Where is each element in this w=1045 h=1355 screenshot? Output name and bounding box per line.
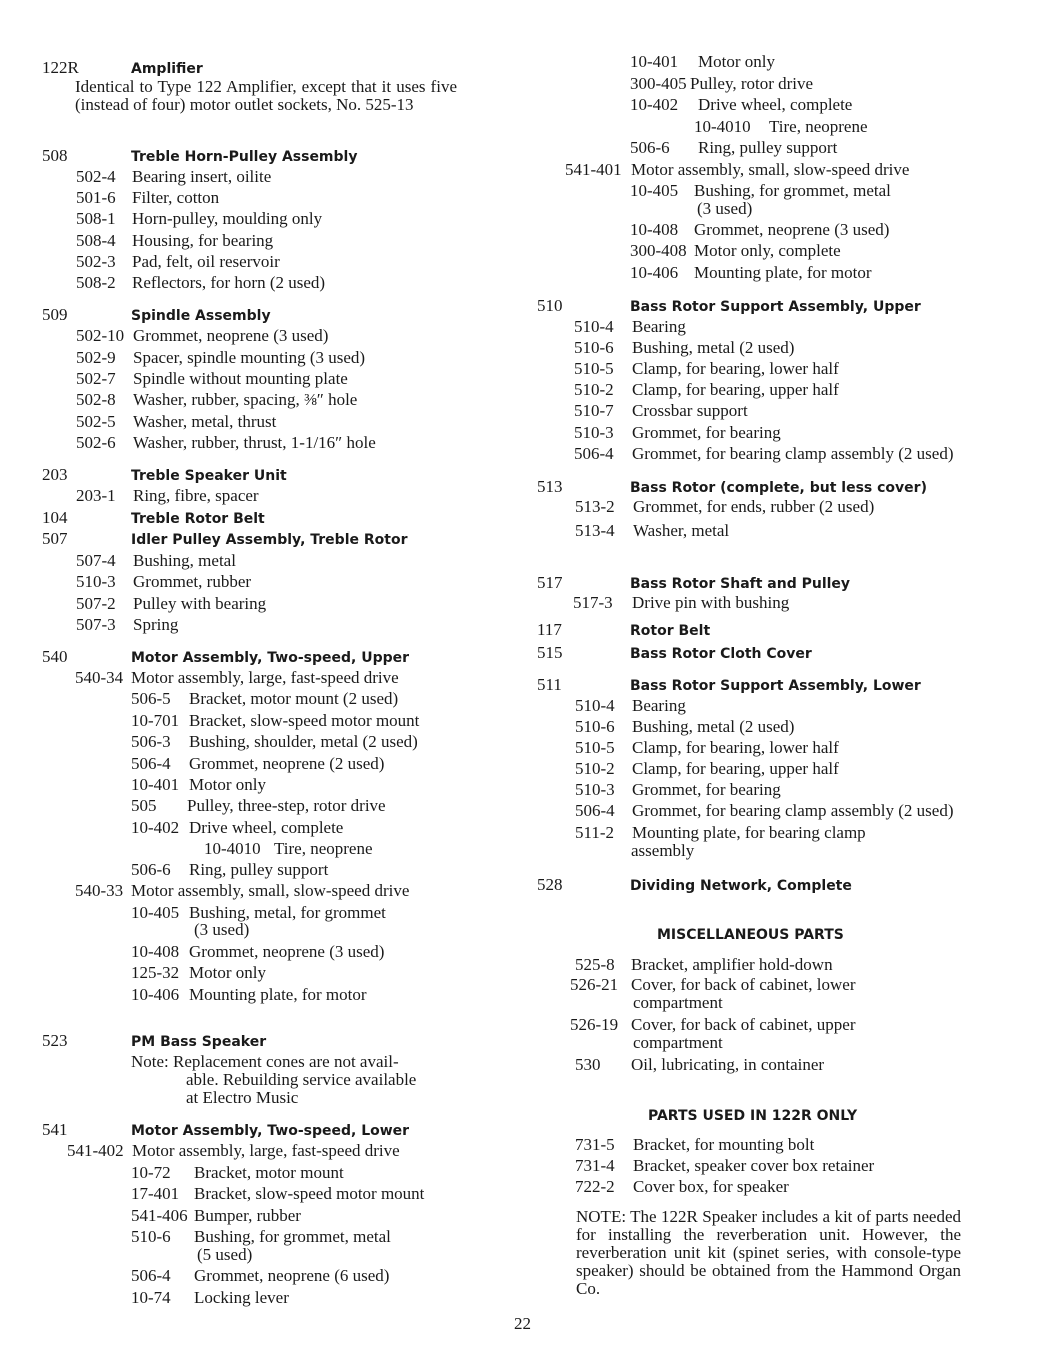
part-description: (3 used) — [697, 199, 753, 218]
part-number: 10-72 — [131, 1163, 171, 1182]
assembly-title: Motor Assembly, Two-speed, Upper — [131, 650, 410, 666]
part-number: 510-6 — [574, 338, 614, 357]
part-number: 510-3 — [76, 572, 116, 591]
part-description: Motor only — [698, 52, 775, 71]
part-number: 541-402 — [67, 1141, 124, 1160]
part-number: 300-405 — [630, 74, 687, 93]
part-number: 508 — [42, 146, 68, 165]
part-description: Drive wheel, complete — [189, 818, 344, 837]
assembly-title: Bass Rotor Cloth Cover — [630, 646, 812, 662]
part-number: 526-21 — [570, 975, 619, 994]
part-number: 510-3 — [574, 423, 614, 442]
part-number: 510-5 — [575, 738, 615, 757]
part-description: Bracket, motor mount (2 used) — [189, 689, 399, 708]
part-description: Bracket, speaker cover box retainer — [633, 1156, 875, 1175]
section-heading-parts-used-in-122r-only: PARTS USED IN 122R ONLY — [648, 1108, 858, 1124]
assembly-title: Rotor Belt — [630, 623, 711, 639]
part-description: Mounting plate, for motor — [189, 985, 367, 1004]
assembly-title: Motor Assembly, Two-speed, Lower — [131, 1123, 410, 1139]
part-description: Bracket, slow-speed motor mount — [189, 711, 420, 730]
part-description: Pulley with bearing — [133, 594, 267, 613]
assembly-title: Dividing Network, Complete — [630, 878, 852, 894]
part-description: Cover box, for speaker — [633, 1177, 789, 1196]
part-number: 540-34 — [75, 668, 124, 687]
part-number: 502-3 — [76, 252, 116, 271]
part-description: Bushing, for grommet, metal — [194, 1227, 391, 1246]
part-number: 10-4010 — [694, 117, 751, 136]
part-description: (3 used) — [194, 920, 250, 939]
part-number: 502-8 — [76, 390, 116, 409]
part-number: 10-402 — [131, 818, 180, 837]
part-number: 125-32 — [131, 963, 180, 982]
part-number: 10-405 — [630, 181, 679, 200]
part-number: 509 — [42, 305, 68, 324]
part-description: Grommet, for bearing — [632, 423, 781, 442]
part-number: 541 — [42, 1120, 68, 1139]
part-number: 506-4 — [131, 754, 171, 773]
part-number: 10-405 — [131, 903, 180, 922]
assembly-title: Bass Rotor Support Assembly, Lower — [630, 678, 921, 694]
part-description: Ring, pulley support — [189, 860, 329, 879]
part-description: compartment — [633, 993, 723, 1012]
part-description: Clamp, for bearing, lower half — [632, 738, 839, 757]
part-number: 510 — [537, 296, 563, 315]
part-description: Drive wheel, complete — [698, 95, 853, 114]
part-description: (5 used) — [197, 1245, 253, 1264]
assembly-title: Bass Rotor Shaft and Pulley — [630, 576, 851, 592]
part-number: 10-74 — [131, 1288, 171, 1307]
part-description: compartment — [633, 1033, 723, 1052]
part-description: Cover, for back of cabinet, upper — [631, 1015, 856, 1034]
part-number: 117 — [537, 620, 562, 639]
part-number: 510-4 — [575, 696, 615, 715]
part-description: Bracket, slow-speed motor mount — [194, 1184, 425, 1203]
part-description: Drive pin with bushing — [632, 593, 790, 612]
part-description: Oil, lubricating, in container — [631, 1055, 825, 1074]
part-description: Bushing, metal (2 used) — [632, 717, 795, 736]
part-number: 722-2 — [575, 1177, 615, 1196]
part-description: Grommet, for bearing clamp assembly (2 used) — [632, 444, 954, 463]
part-number: 505 — [131, 796, 157, 815]
part-description: Bearing insert, oilite — [132, 167, 272, 186]
part-description: Grommet, for bearing — [632, 780, 781, 799]
part-number: 513-2 — [575, 497, 615, 516]
part-number: 541-401 — [565, 160, 622, 179]
part-description: Grommet, for bearing clamp assembly (2 used) — [632, 801, 954, 820]
part-number: 510-4 — [574, 317, 614, 336]
part-description: Filter, cotton — [132, 188, 220, 207]
part-number: 517 — [537, 573, 563, 592]
part-number: 511 — [537, 675, 562, 694]
part-description: Bracket, motor mount — [194, 1163, 344, 1182]
part-description: at Electro Music — [186, 1088, 299, 1107]
part-number: 10-401 — [630, 52, 679, 71]
part-description: Washer, metal, thrust — [133, 412, 277, 431]
part-number: 506-3 — [131, 732, 171, 751]
part-number: 528 — [537, 875, 563, 894]
part-number: 10-406 — [630, 263, 679, 282]
part-number: 300-408 — [630, 241, 687, 260]
assembly-title: Treble Speaker Unit — [131, 468, 287, 484]
part-number: 510-6 — [131, 1227, 171, 1246]
part-number: 511-2 — [575, 823, 615, 842]
part-description: Mounting plate, for motor — [694, 263, 872, 282]
part-number: 506-4 — [131, 1266, 171, 1285]
assembly-title: Amplifier — [131, 61, 203, 77]
part-description: Motor assembly, large, fast-speed drive — [131, 668, 399, 687]
part-description: Bushing, shoulder, metal (2 used) — [189, 732, 418, 751]
part-number: 513-4 — [575, 521, 615, 540]
part-description: Bushing, metal (2 used) — [632, 338, 795, 357]
part-number: 10-408 — [131, 942, 180, 961]
part-number: 526-19 — [570, 1015, 619, 1034]
part-description: Washer, rubber, thrust, 1-1/16″ hole — [133, 433, 376, 452]
part-description: Bushing, for grommet, metal — [694, 181, 891, 200]
part-number: 530 — [575, 1055, 601, 1074]
part-number: 17-401 — [131, 1184, 180, 1203]
part-description: Clamp, for bearing, lower half — [632, 359, 839, 378]
part-number: 10-408 — [630, 220, 679, 239]
part-number: 508-1 — [76, 209, 116, 228]
part-number: 502-6 — [76, 433, 116, 452]
part-number: 507-4 — [76, 551, 116, 570]
part-description: Motor only — [189, 775, 266, 794]
part-description: Grommet, rubber — [133, 572, 252, 591]
part-description: Bushing, metal, for grommet — [189, 903, 386, 922]
part-description: Bracket, for mounting bolt — [633, 1135, 815, 1154]
assembly-title: PM Bass Speaker — [131, 1034, 267, 1050]
part-number: 507-3 — [76, 615, 116, 634]
part-number: 502-4 — [76, 167, 116, 186]
part-number: 506-6 — [131, 860, 171, 879]
assembly-title: Spindle Assembly — [131, 308, 271, 324]
part-number: 513 — [537, 477, 563, 496]
assembly-title: Idler Pulley Assembly, Treble Rotor — [131, 532, 408, 548]
part-description: Grommet, for ends, rubber (2 used) — [633, 497, 875, 516]
part-description: Spindle without mounting plate — [133, 369, 348, 388]
part-number: 203 — [42, 465, 68, 484]
part-description: Bushing, metal — [133, 551, 236, 570]
part-description: Ring, pulley support — [698, 138, 838, 157]
part-description: Pulley, three-step, rotor drive — [187, 796, 386, 815]
part-description: Bearing — [632, 696, 686, 715]
part-description: Spring — [133, 615, 179, 634]
part-description: Pulley, rotor drive — [690, 74, 814, 93]
part-number: 510-7 — [574, 401, 614, 420]
assembly-title: Treble Rotor Belt — [131, 511, 265, 527]
part-number: 540 — [42, 647, 68, 666]
part-number: 525-8 — [575, 955, 615, 974]
part-number: 10-402 — [630, 95, 679, 114]
part-description: Washer, metal — [633, 521, 730, 540]
part-description: assembly — [631, 841, 695, 860]
section-heading-miscellaneous-parts: MISCELLANEOUS PARTS — [657, 927, 844, 943]
part-description: Bearing — [632, 317, 686, 336]
part-description: Motor assembly, large, fast-speed drive — [132, 1141, 400, 1160]
part-description: Horn-pulley, moulding only — [132, 209, 323, 228]
part-description: Motor only — [189, 963, 266, 982]
part-description: Cover, for back of cabinet, lower — [631, 975, 856, 994]
part-number: 122R — [42, 58, 79, 77]
part-description: Pad, felt, oil reservoir — [132, 252, 280, 271]
part-description: Grommet, neoprene (3 used) — [133, 326, 329, 345]
part-description: Note: Replacement cones are not avail- — [131, 1052, 399, 1071]
part-number: 510-2 — [574, 380, 614, 399]
part-number: 508-2 — [76, 273, 116, 292]
part-number: 508-4 — [76, 231, 116, 250]
part-description: Motor assembly, small, slow-speed drive — [631, 160, 910, 179]
part-number: 10-4010 — [204, 839, 261, 858]
part-number: 510-3 — [575, 780, 615, 799]
part-number: 502-7 — [76, 369, 116, 388]
part-description: Tire, neoprene — [274, 839, 373, 858]
part-number: 104 — [42, 508, 68, 527]
note-paragraph: Identical to Type 122 Amplifier, except that it uses five (instead of four) motor outlet sockets, No. 525-13 — [75, 77, 457, 114]
part-number: 507-2 — [76, 594, 116, 613]
assembly-title: Bass Rotor Support Assembly, Upper — [630, 299, 921, 315]
part-description: Grommet, neoprene (6 used) — [194, 1266, 390, 1285]
part-description: Grommet, neoprene (2 used) — [189, 754, 385, 773]
part-number: 523 — [42, 1031, 68, 1050]
part-number: 540-33 — [75, 881, 124, 900]
part-number: 10-401 — [131, 775, 180, 794]
part-number: 10-701 — [131, 711, 180, 730]
part-number: 515 — [537, 643, 563, 662]
part-description: Tire, neoprene — [769, 117, 868, 136]
part-number: 731-4 — [575, 1156, 615, 1175]
part-description: Washer, rubber, spacing, ⅜″ hole — [133, 390, 358, 409]
part-number: 502-5 — [76, 412, 116, 431]
part-number: 203-1 — [76, 486, 116, 505]
part-description: Housing, for bearing — [132, 231, 274, 250]
part-description: Motor assembly, small, slow-speed drive — [131, 881, 410, 900]
part-description: Clamp, for bearing, upper half — [632, 759, 839, 778]
part-description: Reflectors, for horn (2 used) — [132, 273, 326, 292]
part-description: Clamp, for bearing, upper half — [632, 380, 839, 399]
part-description: Bracket, amplifier hold-down — [631, 955, 833, 974]
part-number: 506-5 — [131, 689, 171, 708]
part-number: 506-6 — [630, 138, 670, 157]
part-number: 510-5 — [574, 359, 614, 378]
part-number: 501-6 — [76, 188, 116, 207]
part-number: 510-6 — [575, 717, 615, 736]
part-description: Crossbar support — [632, 401, 748, 420]
part-description: Grommet, neoprene (3 used) — [694, 220, 890, 239]
part-description: Grommet, neoprene (3 used) — [189, 942, 385, 961]
assembly-title: Bass Rotor (complete, but less cover) — [630, 480, 927, 496]
part-description: able. Rebuilding service available — [186, 1070, 417, 1089]
part-number: 510-2 — [575, 759, 615, 778]
part-number: 731-5 — [575, 1135, 615, 1154]
part-description: Ring, fibre, spacer — [133, 486, 259, 505]
part-description: Spacer, spindle mounting (3 used) — [133, 348, 366, 367]
part-description: Mounting plate, for bearing clamp — [632, 823, 866, 842]
part-number: 517-3 — [573, 593, 613, 612]
part-number: 10-406 — [131, 985, 180, 1004]
note-paragraph: NOTE: The 122R Speaker includes a kit of parts needed for installing the reverberation unit. However, the reverberation unit kit (spinet series, with console-type speaker) should be obtained from the Hammond Organ Co. — [576, 1207, 961, 1298]
part-number: 541-406 — [131, 1206, 188, 1225]
part-description: Motor only, complete — [694, 241, 841, 260]
part-number: 506-4 — [574, 444, 614, 463]
part-number: 502-10 — [76, 326, 125, 345]
page-number: 22 — [514, 1314, 531, 1333]
assembly-title: Treble Horn-Pulley Assembly — [131, 149, 358, 165]
part-number: 502-9 — [76, 348, 116, 367]
part-number: 507 — [42, 529, 68, 548]
part-description: Locking lever — [194, 1288, 289, 1307]
part-number: 506-4 — [575, 801, 615, 820]
part-description: Bumper, rubber — [194, 1206, 301, 1225]
